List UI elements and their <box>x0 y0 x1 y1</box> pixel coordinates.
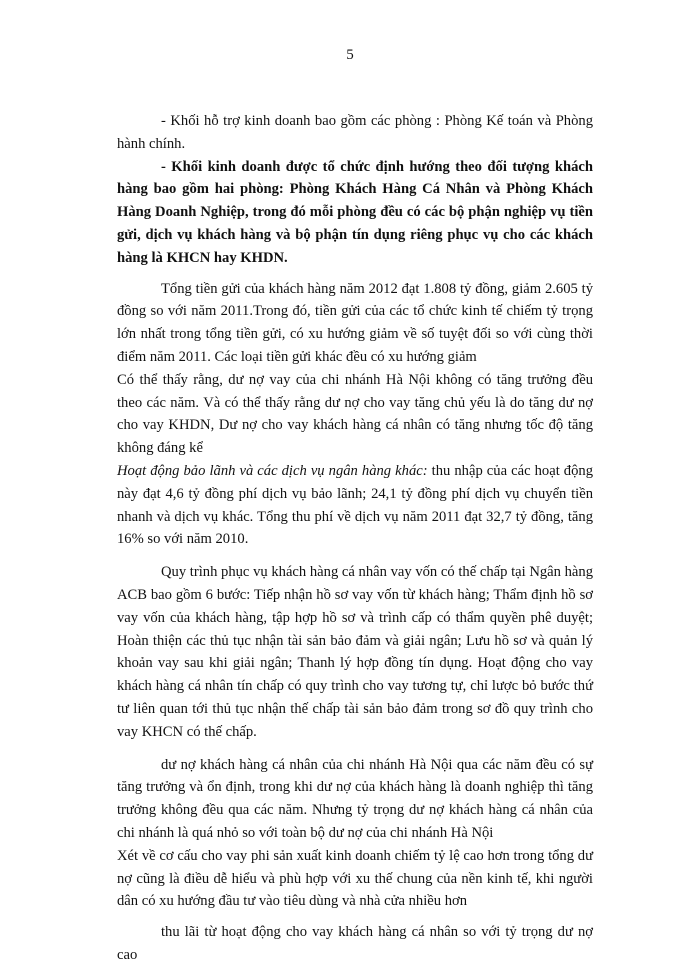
paragraph-loan-balance: Có thể thấy rằng, dư nợ vay của chi nhánh Hà Nội không có tăng trưởng đều theo các năm. Và có thể thấy rằng dư nợ cho vay tăng chủ yếu là do tăng dư nợ cho vay KHDN, Dư nợ cho vay khách hàng cá nhân có tăng nhưng tốc độ tăng không đáng kể <box>117 371 593 457</box>
paragraph-process: Quy trình phục vụ khách hàng cá nhân vay vốn có thế chấp tại Ngân hàng ACB bao gồm 6 bước: Tiếp nhận hồ sơ vay vốn từ khách hàng; Thẩm định hồ sơ vay vốn của khách hàng, tập hợp hồ sơ và trình cấp có thẩm quyền phê duyệt; Hoàn thiện các thủ tục nhận tài sản bảo đảm và giải ngân; Lưu hồ sơ và quản lý khoản vay sau khi giải ngân; Thanh lý hợp đồng tín dụng. Hoạt động cho vay khách hàng cá nhân tín chấp có quy trình cho vay tương tự, chỉ lược bỏ bước thứ tư liên quan tới thủ tục nhận thế chấp tài sản bảo đảm trong sơ đồ quy trình cho vay KHCN có thế chấp. <box>117 564 593 740</box>
paragraph-individual-balance: dư nợ khách hàng cá nhân của chi nhánh Hà Nội qua các năm đều có sự tăng trưởng và ổn định, trong khi dư nợ của khách hàng là doanh nghiệp thì tăng trưởng không đều qua các năm. Nhưng tỷ trọng dư nợ khách hàng cá nhân của chi nhánh là quá nhỏ so với toàn bộ dư nợ của chi nhánh Hà Nội <box>117 756 593 841</box>
paragraph-deposits: Tổng tiền gửi của khách hàng năm 2012 đạt 1.808 tỷ đồng, giảm 2.605 tỷ đồng so với năm 2011.Trong đó, tiền gửi của các tổ chức kinh tế chiếm tỷ trọng lớn nhất trong tổng tiền gửi, có xu hướng giảm về số tuyệt đối so với cùng thời điểm năm 2011. Các loại tiền gửi khác đều có xu hướng giảm <box>117 280 593 365</box>
paragraph-loan-structure: Xét về cơ cấu cho vay phi sản xuất kinh doanh chiếm tỷ lệ cao hơn trong tổng dư nợ cũng là điều dễ hiểu và phù hợp với xu thế chung của nền kinh tế, khi người dân có xu hướng đầu tư vào tiêu dùng và nhà cửa nhiều hơn <box>117 847 593 910</box>
paragraph-interest: thu lãi từ hoạt động cho vay khách hàng cá nhân so với tỷ trọng dư nợ cao <box>117 924 593 963</box>
page-number: 5 <box>346 47 354 63</box>
document-body <box>117 110 593 967</box>
paragraph-business-block: - Khối kinh doanh được tổ chức định hướng theo đối tượng khách hàng bao gồm hai phòng: Phòng Khách Hàng Cá Nhân và Phòng Khách Hàng Doanh Nghiệp, trong đó mỗi phòng đều có các bộ phận nghiệp vụ tiền gửi, dịch vụ khách hàng và bộ phận tín dụng riêng phục vụ cho các khách hàng là KHCN hay KHDN. <box>117 158 593 266</box>
paragraph-services-text: thu nhập của các hoạt động này đạt 4,6 tỷ đồng phí dịch vụ bảo lãnh; 24,1 tỷ đồng phí dịch vụ chuyển tiền nhanh và dịch vụ khác. Tổng thu phí về dịch vụ năm 2011 đạt 32,7 tỷ đồng, tăng 16% so với năm 2010. <box>117 462 593 548</box>
paragraph-services-lead: Hoạt động bảo lãnh và các dịch vụ ngân hàng khác: <box>117 462 428 479</box>
paragraph-services <box>117 460 593 551</box>
paragraph-support-block: - Khối hỗ trợ kinh doanh bao gồm các phòng : Phòng Kế toán và Phòng hành chính. <box>117 113 593 152</box>
